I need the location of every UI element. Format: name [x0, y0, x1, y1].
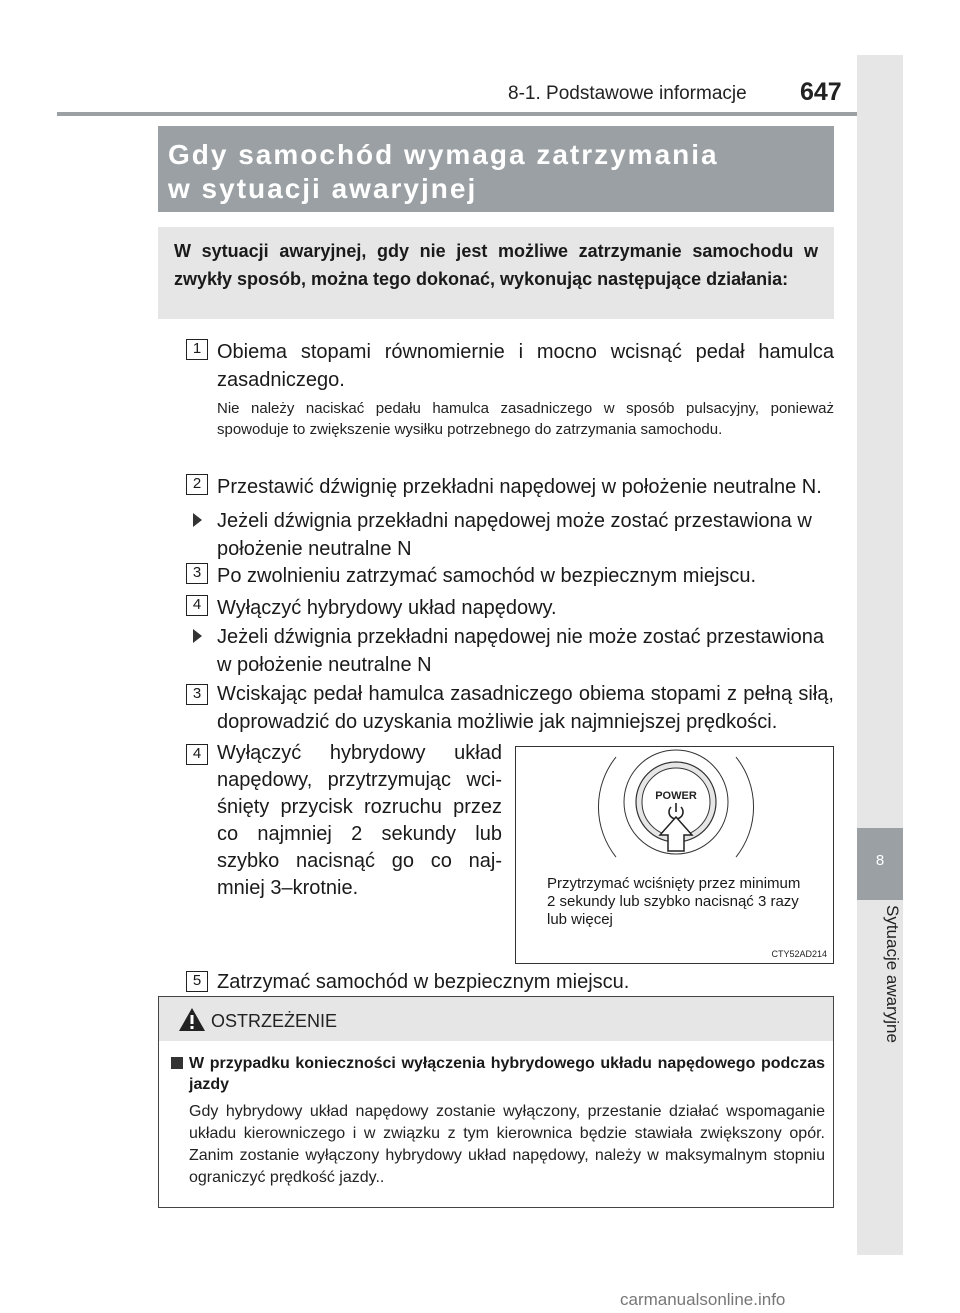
figure-caption: Przytrzymać wciśnięty przez minimum 2 sekundy lub szybko nacisnąć 3 razy lub więcej — [547, 875, 801, 928]
condition-text: Jeżeli dźwignia przekładni napędowej nie może zostać przestawiona w położenie neutralne N — [217, 626, 825, 676]
step-number: 3 — [186, 563, 208, 584]
condition-item — [217, 507, 834, 563]
chapter-label: Sytuacje awaryjne — [883, 905, 902, 1043]
figure-code: CTY52AD214 — [771, 949, 827, 959]
step-line: szybko nacisnąć go co naj- — [217, 850, 502, 872]
step-number: 4 — [186, 744, 208, 765]
power-button-icon — [516, 747, 832, 867]
power-label: POWER — [655, 790, 697, 802]
condition-item — [217, 623, 834, 679]
warning-title: W przypadku konieczności wyłączenia hybrydowego układu napędowego podczas jazdy — [189, 1055, 825, 1093]
step-line: Wyłączyć hybrydowy układ — [217, 742, 502, 764]
triangle-bullet-icon — [193, 629, 202, 643]
step-text: Obiema stopami równomiernie i mocno wcisnąć pedał hamulca zasadniczego. — [217, 341, 834, 391]
title-line-2: w sytuacji awaryjnej — [168, 173, 478, 204]
step-text-wrapped — [217, 740, 502, 902]
step-line: napędowy, przytrzymując wci- — [217, 769, 502, 791]
intro-text: W sytuacji awaryjnej, gdy nie jest możliwe zatrzymanie samochodu w zwykły sposób, można tego dokonać, wykonując następujące działania: — [158, 227, 834, 319]
warning-triangle-icon — [178, 1007, 206, 1032]
step-number: 5 — [186, 971, 208, 992]
condition-text: Jeżeli dźwignia przekładni napędowej może zostać przestawiona w położenie neutralne N — [217, 510, 812, 560]
chapter-number: 8 — [875, 852, 885, 869]
warning-box — [158, 996, 834, 1208]
step-text: Zatrzymać samochód w bezpiecznym miejscu. — [217, 971, 630, 993]
step-line: co najmniej 2 sekundy lub — [217, 823, 502, 845]
step-number: 1 — [186, 339, 208, 360]
warning-label: OSTRZEŻENIE — [211, 1011, 338, 1031]
step-note: Nie należy naciskać pedału hamulca zasadniczego w sposób pulsacyjny, ponieważ spowoduje to zwiększenie wysiłku potrzebnego do zatrzymania samochodu. — [217, 400, 834, 438]
header-rule — [57, 112, 857, 116]
title-line-1: Gdy samochód wymaga zatrzymania — [168, 139, 719, 170]
step-line: mniej 3–krotnie. — [217, 877, 359, 899]
power-button-figure — [515, 746, 834, 964]
triangle-bullet-icon — [193, 513, 202, 527]
step-number: 2 — [186, 474, 208, 495]
step-number: 4 — [186, 595, 208, 616]
step-text: Po zwolnieniu zatrzymać samochód w bezpiecznym miejscu. — [217, 565, 757, 587]
warning-text: Gdy hybrydowy układ napędowy zostanie wyłączony, przestanie działać wspomaganie układu kierowniczego i w związku z tym kierownica będzie stawiała zwiększony opór. Zanim zostanie wyłączony hybrydowy układ napędowy, należy w maksymalnym stopniu ograniczyć prędkość jazdy.. — [189, 1103, 825, 1186]
step-number: 3 — [186, 684, 208, 705]
title-banner — [158, 126, 834, 212]
step-line: śnięty przycisk rozruchu przez — [217, 796, 502, 818]
square-bullet-icon — [171, 1057, 183, 1069]
step-text: Przestawić dźwignię przekładni napędowej w położenie neutralne N. — [217, 476, 822, 498]
page-number: 647 — [800, 78, 842, 106]
section-heading: 8-1. Podstawowe informacje — [508, 83, 747, 104]
watermark: carmanualsonline.info — [620, 1290, 786, 1309]
step-text: Wyłączyć hybrydowy układ napędowy. — [217, 597, 557, 619]
step-text: Wciskając pedał hamulca zasadniczego obiema stopami z pełną siłą, doprowadzić do uzyskania możliwie jak najmniejszej prędkości. — [217, 683, 834, 733]
